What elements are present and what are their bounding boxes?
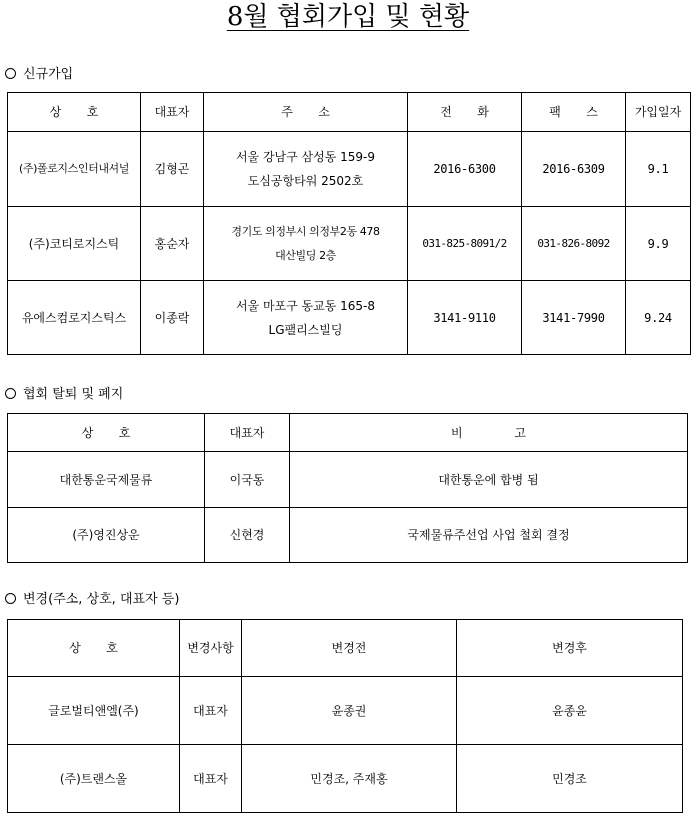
table-header-row (8, 414, 688, 452)
new-members-table (7, 92, 691, 355)
cell-phone: 031-825-8091/2 (408, 207, 522, 281)
cell-fax: 031-826-8092 (522, 207, 626, 281)
cell-fax: 3141-7990 (522, 281, 626, 355)
page-title (0, 2, 696, 32)
cell-company: 대한통운국제물류 (8, 452, 205, 508)
cell-note: 대한통운에 합병 됨 (290, 452, 688, 508)
address-line-1: 경기도 의정부시 의정부2동 478 (231, 224, 380, 238)
header-company: 상 호 (8, 620, 180, 677)
cell-address (204, 281, 408, 355)
page-title-text: 8월 협회가입 및 현황 (226, 2, 470, 32)
address-line-1: 서울 마포구 동교동 165-8 (235, 298, 376, 313)
cell-address (204, 207, 408, 281)
section-heading-text: 신규가입 (23, 67, 74, 82)
header-after: 변경후 (457, 620, 683, 677)
table-row (8, 207, 691, 281)
cell-company: (주)영진상운 (8, 508, 205, 563)
circle-bullet-icon (5, 388, 16, 399)
section-heading-withdrawals (5, 387, 123, 403)
header-date: 가입일자 (626, 93, 691, 132)
withdrawals-table (7, 413, 688, 563)
table-row (8, 745, 683, 813)
cell-date: 9.9 (626, 207, 691, 281)
cell-company: 유에스컴로지스틱스 (8, 281, 141, 355)
cell-fax: 2016-6309 (522, 132, 626, 207)
cell-after: 민경조 (457, 745, 683, 813)
cell-rep: 홍순자 (141, 207, 204, 281)
cell-before: 윤종권 (242, 677, 457, 745)
cell-date: 9.1 (626, 132, 691, 207)
cell-rep: 이국동 (205, 452, 290, 508)
cell-note: 국제물류주선업 사업 철회 결정 (290, 508, 688, 563)
section-heading-text: 변경(주소, 상호, 대표자 등) (23, 592, 180, 607)
header-note: 비 고 (290, 414, 688, 452)
cell-rep: 이종락 (141, 281, 204, 355)
header-rep: 대표자 (141, 93, 204, 132)
address-line-2: 도심공항타워 2502호 (247, 174, 364, 188)
table-row (8, 281, 691, 355)
header-before: 변경전 (242, 620, 457, 677)
cell-company: (주)폴로지스인터내셔널 (8, 132, 141, 207)
section-heading-changes (5, 592, 179, 608)
cell-date: 9.24 (626, 281, 691, 355)
cell-after: 윤종윤 (457, 677, 683, 745)
header-fax: 팩 스 (522, 93, 626, 132)
cell-address (204, 132, 408, 207)
table-row (8, 508, 688, 563)
header-rep: 대표자 (205, 414, 290, 452)
address-line-2: 대산빌딩 2층 (275, 248, 336, 262)
section-heading-new-members (5, 67, 73, 83)
table-header-row (8, 93, 691, 132)
circle-bullet-icon (5, 68, 16, 79)
cell-company: (주)코티로지스틱 (8, 207, 141, 281)
cell-company: 글로벌티앤엘(주) (8, 677, 180, 745)
header-address: 주 소 (204, 93, 408, 132)
cell-rep: 신현경 (205, 508, 290, 563)
cell-phone: 2016-6300 (408, 132, 522, 207)
changes-table (7, 619, 683, 813)
cell-phone: 3141-9110 (408, 281, 522, 355)
cell-item: 대표자 (180, 677, 242, 745)
table-header-row (8, 620, 683, 677)
header-phone: 전 화 (408, 93, 522, 132)
address-line-2: LG팰리스빌딩 (268, 322, 343, 337)
header-company: 상 호 (8, 93, 141, 132)
table-row (8, 677, 683, 745)
cell-before: 민경조, 주재홍 (242, 745, 457, 813)
cell-company: (주)트랜스올 (8, 745, 180, 813)
cell-item: 대표자 (180, 745, 242, 813)
table-row (8, 132, 691, 207)
section-heading-text: 협회 탈퇴 및 폐지 (23, 387, 124, 402)
header-item: 변경사항 (180, 620, 242, 677)
header-company: 상 호 (8, 414, 205, 452)
cell-rep: 김형곤 (141, 132, 204, 207)
address-line-1: 서울 강남구 삼성동 159-9 (235, 150, 376, 164)
circle-bullet-icon (5, 593, 16, 604)
table-row (8, 452, 688, 508)
